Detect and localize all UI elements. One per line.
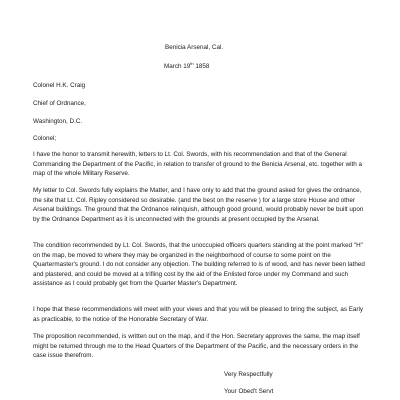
addressee-title: Chief of Ordnance,: [33, 100, 86, 107]
signature-line: Your Obed't Servt: [224, 388, 274, 395]
date-ordinal: th: [190, 60, 194, 66]
paragraph: I hope that these recommendations will meet with your views and that you will be pleased to bring the subject, as Early as practicable, to the notice of the Honorable Secretary of War.: [33, 306, 364, 323]
paragraph: My letter to Col. Swords fully explains the Matter, and I have only to add that the ground asked for gives the ordnance, the site that Lt. Col. Ripley considered so desirable. (and the best on the reserve ) for a large store House and other Arsenal buildings. The ground that the Ordnance relinquish, although good ground, would probably never be built upon by the Ordnance Department as it is unconnected with the grounds at present occupied by the Arsenal.: [33, 187, 364, 223]
addressee-name: Colonel H.K. Craig: [33, 82, 86, 89]
paragraph: I have the honor to transmit herewith, letters to Lt. Col. Swords, with his recommendation and that of the General Commanding the Department of the Pacific, in relation to transfer of ground to the Benicia Arsenal, etc. together with a map of the whole Military Reserve.: [33, 151, 363, 178]
date-prefix: March 19: [164, 63, 191, 70]
addressee-city: Washington, D.C.: [33, 118, 83, 125]
date-year: 1858: [193, 63, 210, 70]
paragraph: The condition recommended by Lt. Col. Swords, that the unoccupied officers quarters standing at the point marked "H" on the map, be moved to where they may be organized in the neighborhood of course to some point on the Quartermaster's ground. I do not consider any objection. The building referred to is of wood, and has never been lathed and plastered, and could be moved at a trifling cost by the aid of the Enlisted force under my Command and such assistance as I could probably get from the Quarter Master's Department.: [33, 242, 365, 288]
letter-date: [164, 62, 209, 72]
letter-place: Benicia Arsenal, Cal.: [165, 44, 224, 51]
salutation: Colonel;: [33, 135, 57, 142]
paragraph: The proposition recommended, is written out on the map, and if the Hon. Secretary approves the same, the map itself might be returned through me to the Head Quarters of the Department of the Pacific, and the necessary orders in the case issue therefrom.: [33, 333, 360, 360]
closing-line: Very Respectfully: [224, 371, 273, 378]
